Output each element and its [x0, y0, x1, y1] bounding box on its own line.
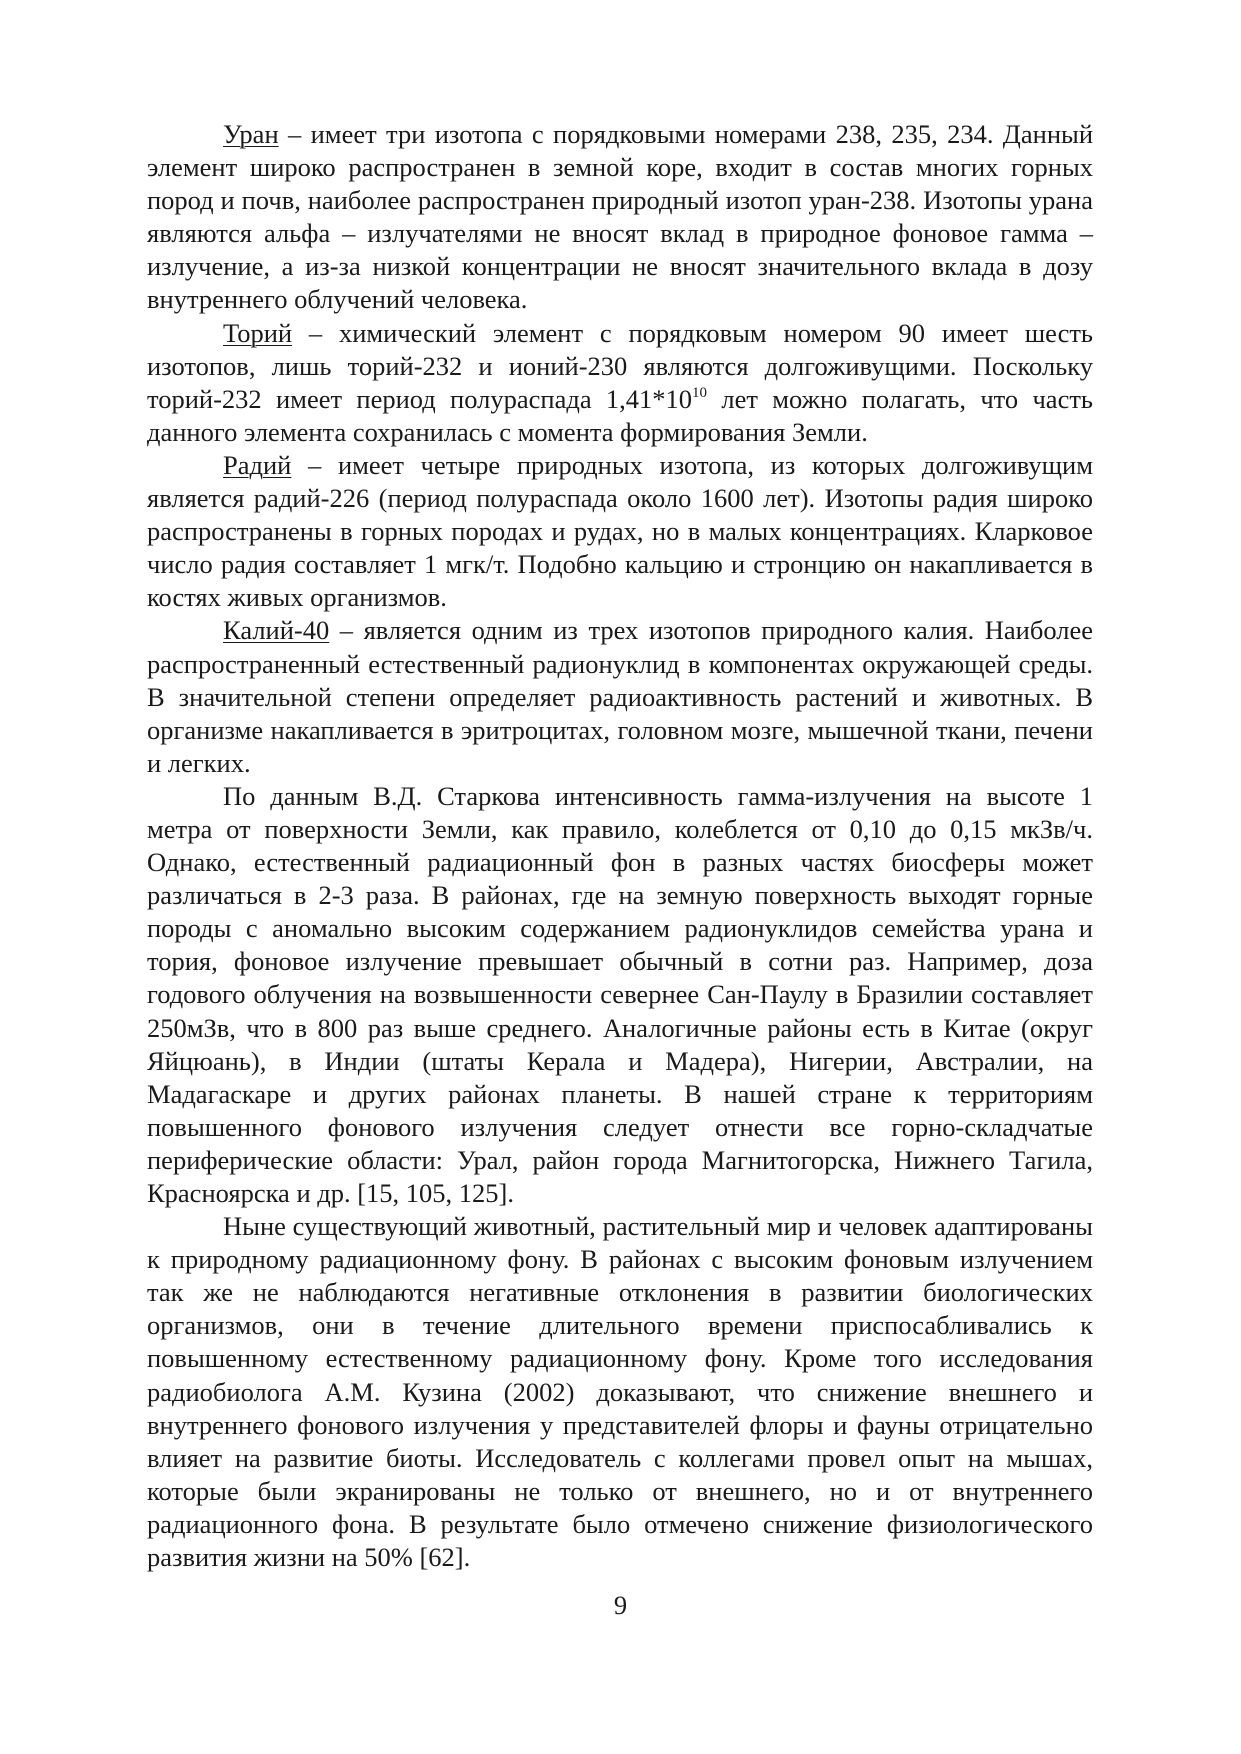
paragraph-thorium: [147, 317, 1093, 449]
paragraph-adaptation-text: Ныне существующий животный, растительный мир и человек адаптированы к природному радиационному фону. В районах с высоким фоновым излучением так же не наблюдаются негативные отклонения в развитии биологических организмов, они в течение длительного времени приспосабливались к повышенному естественному радиационному фону. Кроме того исследования радиобиолога А.М. Кузина (2002) доказывают, что снижение внешнего и внутреннего фонового излучения у представителей флоры и фауны отрицательно влияет на развитие биоты. Исследователь с коллегами провел опыт на мышах, которые были экранированы не только от внешнего, но и от внутреннего радиационного фона. В результате было отмечено снижение физиологического развития жизни на 50% [62].: [147, 1211, 1093, 1573]
paragraph-background-radiation: [147, 780, 1093, 1210]
half-life-exponent: 10: [692, 384, 708, 401]
body-text: [147, 118, 1093, 1574]
paragraph-adaptation: [147, 1210, 1093, 1574]
term-thorium: Торий: [223, 317, 293, 348]
paragraph-potassium: [147, 614, 1093, 779]
paragraph-potassium-text: – является одним из трех изотопов природного калия. Наиболее распространенный естественный радионуклид в компонентах окружающей среды. В значительной степени определяет радиоактивность растений и животных. В организме накапливается в эритроцитах, головном мозге, мышечной ткани, печени и легких.: [147, 615, 1093, 778]
paragraph-uranium-text: – имеет три изотопа с порядковыми номерами 238, 235, 234. Данный элемент широко распространен в земной коре, входит в состав многих горных пород и почв, наиболее распространен природный изотоп уран-238. Изотопы урана являются альфа – излучателями не вносят вклад в природное фоновое гамма – излучение, а из-за низкой концентрации не вносят значительного вклада в дозу внутреннего облучений человека.: [147, 119, 1093, 315]
paragraph-thorium-text-before: – химический элемент с порядковым номером 90 имеет шесть изотопов, лишь торий-232 и ионий-230 являются долгоживущими. Поскольку торий-232 имеет период полураспада 1,41*10: [147, 317, 1093, 414]
term-uranium: Уран: [223, 119, 279, 149]
paragraph-thorium-text-after: лет можно полагать, что часть данного элемента сохранилась с момента формирования Земли.: [147, 383, 1093, 447]
paragraph-radium-text: – имеет четыре природных изотопа, из которых долгоживущим является радий-226 (период полураспада около 1600 лет). Изотопы радия широко распространены в горных породах и рудах, но в малых концентрациях. Кларковое число радия составляет 1 мгк/т. Подобно кальцию и стронцию он накапливается в костях живых организмов.: [147, 449, 1093, 613]
paragraph-background-radiation-text: По данным В.Д. Старкова интенсивность гамма-излучения на высоте 1 метра от поверхности Земли, как правило, колеблется от 0,10 до 0,15 мкЗв/ч. Однако, естественный радиационный фон в разных частях биосферы может различаться в 2-3 раза. В районах, где на земную поверхность выходят горные породы с аномально высоким содержанием радионуклидов семейства урана и тория, фоновое излучение превышает обычный в сотни раз. Например, доза годового облучения на возвышенности севернее Сан-Паулу в Бразилии составляет 250мЗв, что в 800 раз выше среднего. Аналогичные районы есть в Китае (округ Яйцюань), в Индии (штаты Керала и Мадера), Нигерии, Австралии, на Мадагаскаре и других районах планеты. В нашей стране к территориям повышенного фонового излучения следует отнести все горно-складчатые периферические области: Урал, район города Магнитогорска, Нижнего Тагила, Красноярска и др. [15, 105, 125].: [147, 780, 1093, 1208]
paragraph-uranium: [147, 118, 1093, 317]
paragraph-radium: [147, 449, 1093, 614]
term-potassium: Калий-40: [223, 615, 330, 646]
term-radium: Радий: [223, 449, 292, 480]
page-number: 9: [613, 1590, 628, 1620]
